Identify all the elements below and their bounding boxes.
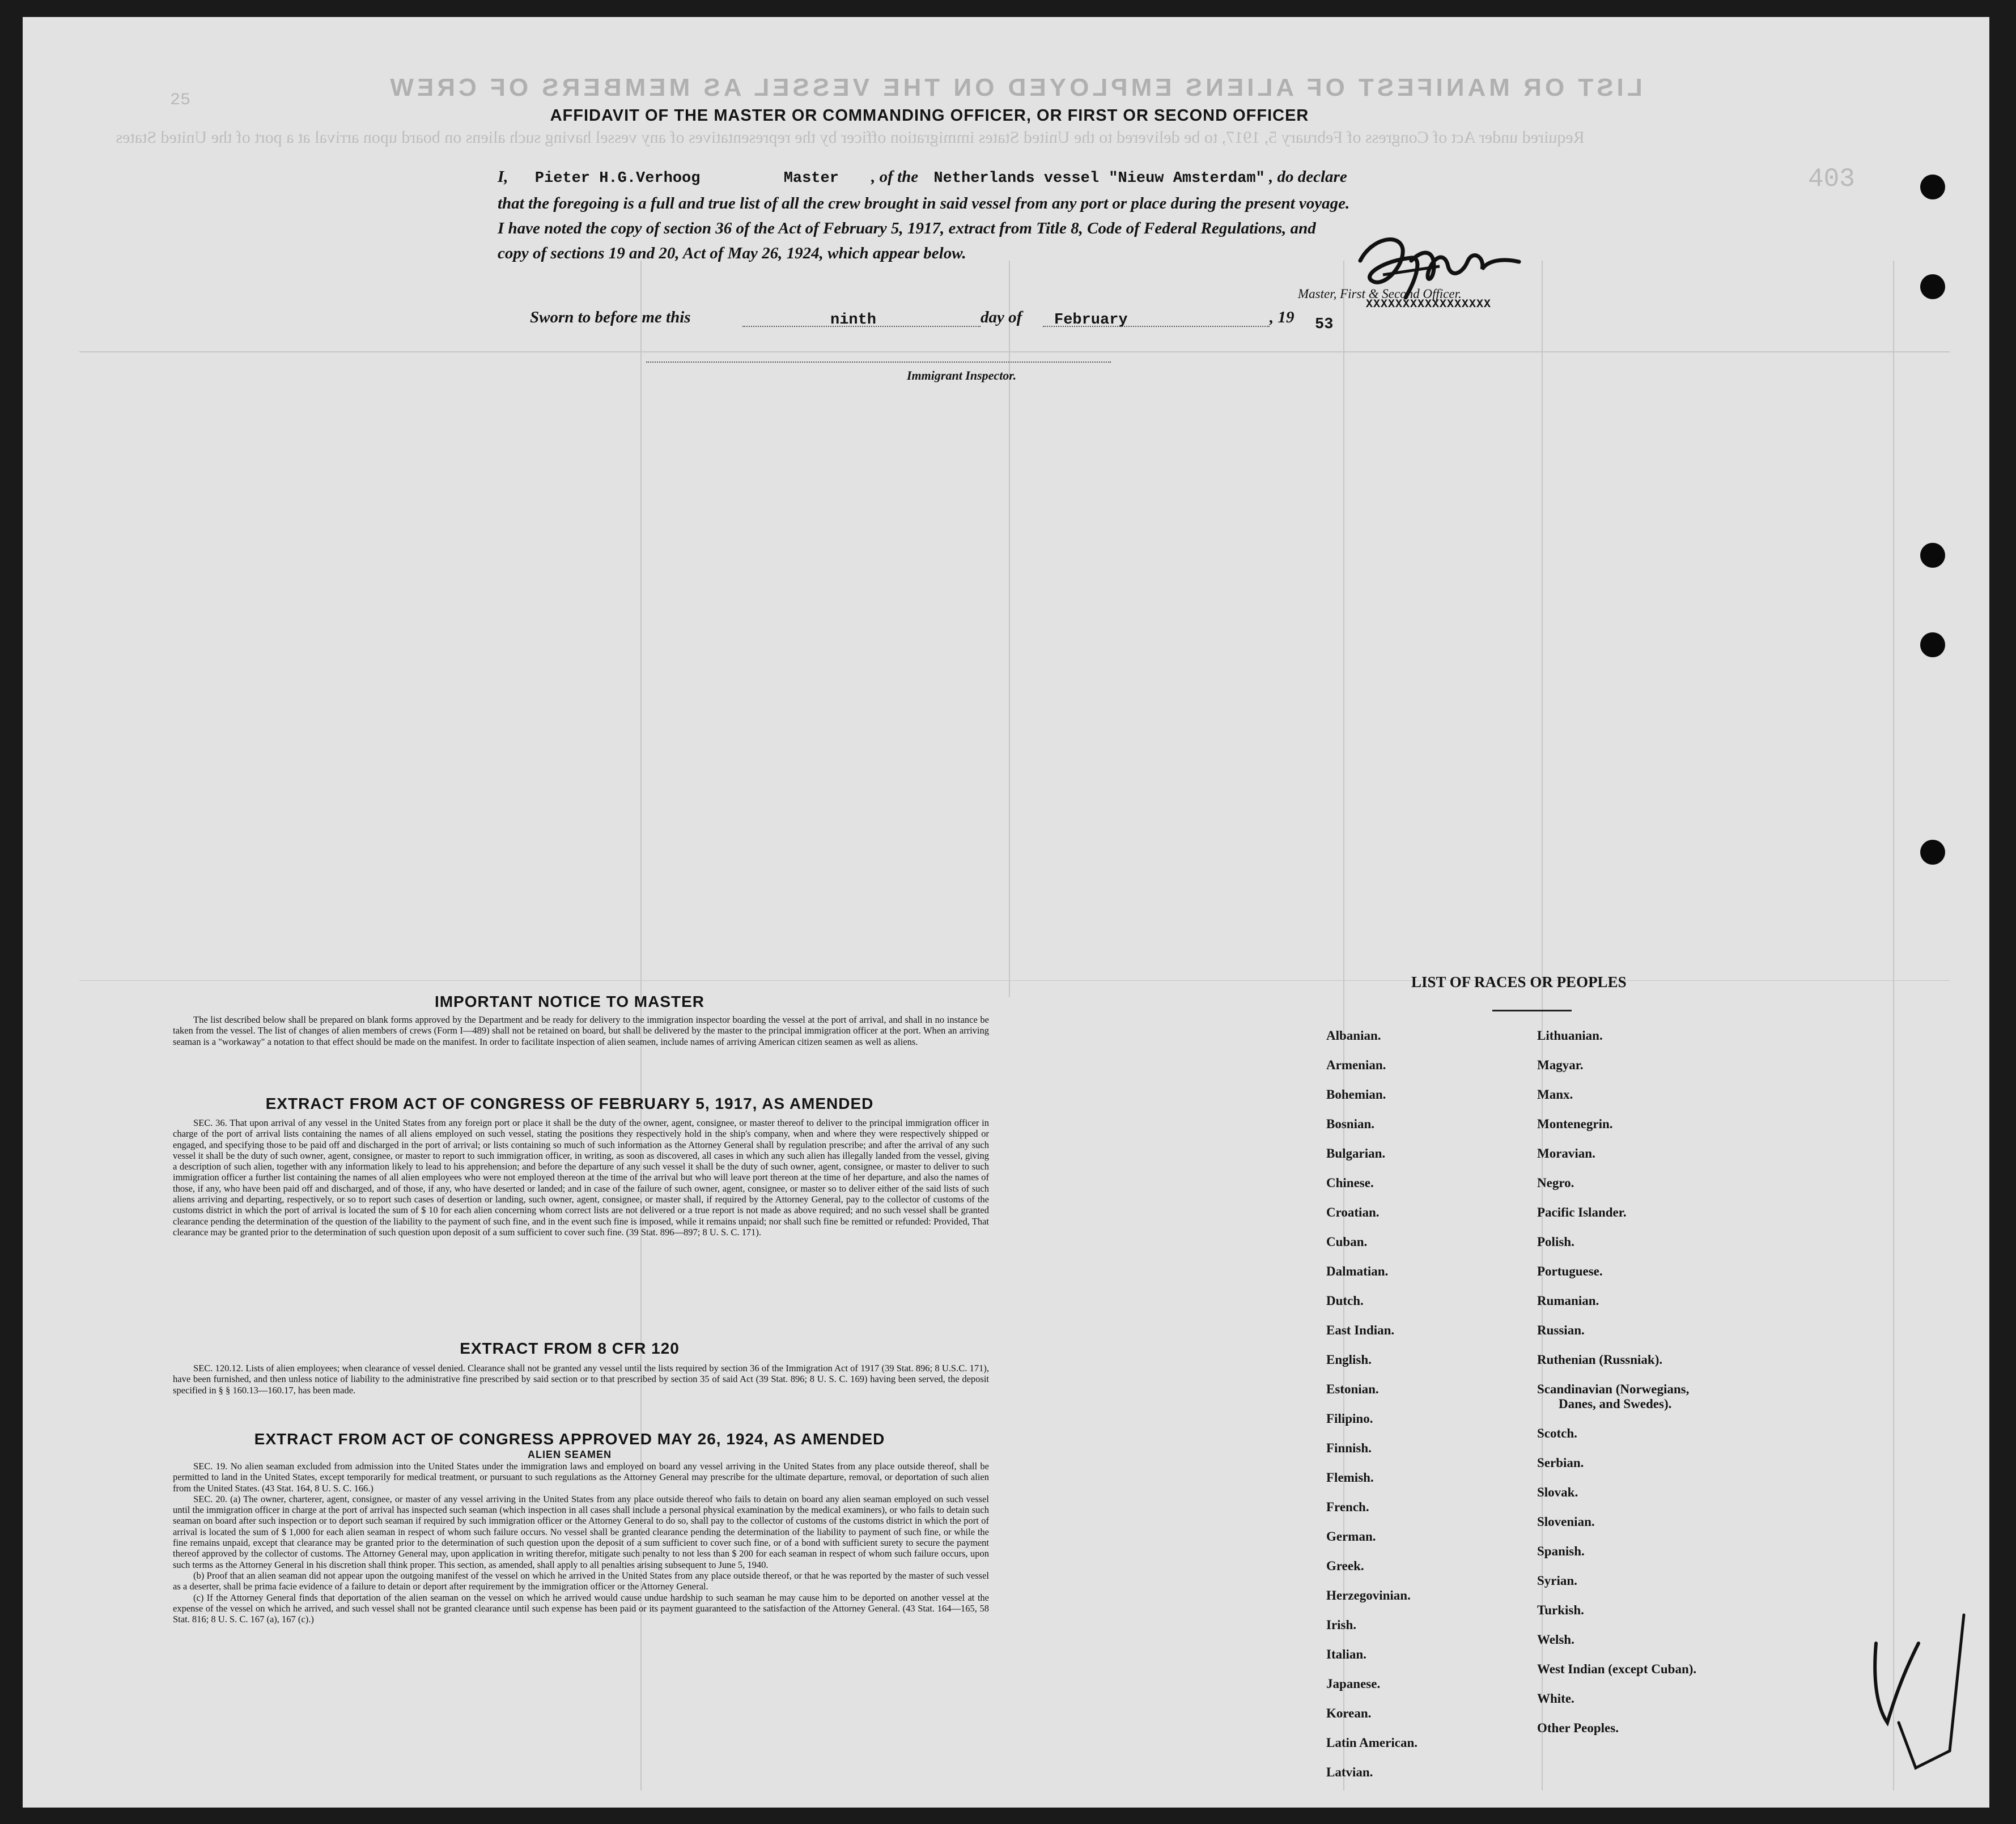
race-item: Spanish. <box>1537 1544 1585 1558</box>
race-item: English. <box>1326 1353 1372 1367</box>
race-item: Greek. <box>1326 1559 1364 1573</box>
race-item: Armenian. <box>1326 1058 1386 1072</box>
signer-label: Master, First & Second Officer. <box>1298 287 1462 301</box>
inspector-label: Immigrant Inspector. <box>907 368 1017 382</box>
race-item: Filipino. <box>1326 1411 1373 1426</box>
race-item: Chinese. <box>1326 1176 1374 1190</box>
inspector-signature-line <box>646 362 1111 363</box>
grid-line <box>79 980 1950 981</box>
race-item: Lithuanian. <box>1537 1028 1603 1043</box>
extract-1924-heading: EXTRACT FROM ACT OF CONGRESS APPROVED MAY 26, 1924, AS AMENDED <box>254 1430 885 1448</box>
punch-hole <box>1920 632 1945 657</box>
day-of-label: day of <box>981 308 1022 326</box>
race-item: Italian. <box>1326 1647 1366 1661</box>
notice-text <box>173 1014 989 1047</box>
declaration-line-3: I have noted the copy of section 36 of the Act of February 5, 1917, extract from Title 8, Code of Federal Regulations, and <box>498 219 1316 237</box>
sec-36-paragraph: SEC. 36. That upon arrival of any vessel in the United States from any foreign port or place it shall be the duty of the owner, agent, consignee, or master thereof to deliver to the principal immigration officer in charge of the port of arrival lists containing the names of all aliens employed on such vessel, stating the positions they respectively hold in the ship's company, when and where they were respectively shipped or engaged, and specifying those to be paid off and discharged in the port of arrival; or lists containing so much of such information as the Attorney General shall by regulation prescribe; and after the arrival of any such vessel it shall be the duty of such owner, agent, consignee, or master to report to such immigration officer, in writing, as soon as discovered, all cases in which any such alien has illegally landed from the vessel, giving a description of such alien, together with any information likely to lead to his apprehension; and before the departure of any such vessel it shall be the duty of such owner, agent, consignee, or master to deliver to such immigration officer a further list containing the names of all alien employees who were not employed thereon at the time of the arrival but who will leave port thereon at the time of her departure, and also the names of those, if any, who have been paid off and discharged, and of those, if any, who have deserted or landed; and in case of the failure of such owner, agent, consignee, or master so to deliver either of the said lists of such aliens arriving and departing, respectively, or so to report such cases of desertion or landing, such owner, agent, consignee, or master shall, if required by the Attorney General, pay to the collector of customs of the customs district in which the port of arrival is located the sum of $ 10 for each alien concerning whom correct lists are not delivered or a true report is not made as above required; and no such vessel shall be granted clearance pending the determination of the question of the liability to the payment of such fine, and in the event such fine is imposed, while it remains unpaid; nor shall such fine be remitted or refunded: Provided, That clearance may be granted prior to the determination of such question upon deposit of a sum sufficient to cover such fine. (39 Stat. 896—897; 8 U. S. C. 171). <box>173 1117 989 1238</box>
race-item: Rumanian. <box>1537 1294 1599 1308</box>
bleedthrough-title: LIST OR MANIFEST OF ALIENS EMPLOYED ON THE VESSEL AS MEMBERS OF CREW <box>387 74 1642 101</box>
race-item: Polish. <box>1537 1235 1574 1249</box>
race-item: Portuguese. <box>1537 1264 1603 1278</box>
race-item: Pacific Islander. <box>1537 1205 1627 1219</box>
race-item: Cuban. <box>1326 1235 1368 1249</box>
punch-hole <box>1920 274 1945 299</box>
race-item: Bosnian. <box>1326 1117 1375 1131</box>
race-item: Herzegovinian. <box>1326 1588 1411 1602</box>
race-item: Dalmatian. <box>1326 1264 1389 1278</box>
sec-20c-paragraph: (c) If the Attorney General finds that deportation of the alien seaman on the vessel on which he arrived would cause undue hardship to such seaman he may cause him to be deported on another vessel at the expense of the vessel on which he arrived, and such vessel shall not be granted clearance until such expense has been paid or its payment guaranteed to the satisfaction of the Attorney General. (43 Stat. 164—165, 58 Stat. 816; 8 U. S. C. 167 (a), 167 (c).) <box>173 1592 989 1625</box>
master-name: Pieter H.G.Verhoog <box>534 170 701 187</box>
race-item: Other Peoples. <box>1537 1721 1619 1735</box>
sworn-month: February <box>1054 312 1128 329</box>
handwritten-check-mark <box>1865 1609 1972 1779</box>
grid-line <box>1893 261 1894 1791</box>
race-item: German. <box>1326 1529 1376 1544</box>
race-item: Latvian. <box>1326 1765 1373 1779</box>
sworn-prefix: Sworn to before me this <box>530 308 691 326</box>
punch-hole <box>1920 840 1945 865</box>
race-item: Estonian. <box>1326 1382 1379 1396</box>
race-item: Croatian. <box>1326 1205 1380 1219</box>
race-item: Negro. <box>1537 1176 1574 1190</box>
sec-20b-paragraph: (b) Proof that an alien seaman did not appear upon the outgoing manifest of the vessel on which he arrived in the United States from any place outside thereof, or that he was reported by the master of such vessel as a deserter, shall be prima facie evidence of a failure to detain or deport after requirement by the immigration officer or the Attorney General. <box>173 1570 989 1592</box>
sworn-year: 53 <box>1315 316 1334 333</box>
year-prefix: , 19 <box>1270 308 1295 326</box>
race-item: Magyar. <box>1537 1058 1584 1072</box>
race-item: Serbian. <box>1537 1456 1584 1470</box>
race-item: Welsh. <box>1537 1632 1574 1647</box>
race-item: West Indian (except Cuban). <box>1537 1662 1697 1676</box>
race-item: Irish. <box>1326 1618 1357 1632</box>
races-heading-rule <box>1492 1010 1572 1011</box>
rank: Master <box>783 170 839 187</box>
extract-cfr-text <box>173 1363 989 1396</box>
extract-1917-heading: EXTRACT FROM ACT OF CONGRESS OF FEBRUARY 5, 1917, AS AMENDED <box>265 1095 874 1112</box>
grid-line <box>1542 261 1543 1791</box>
race-item: Russian. <box>1537 1323 1585 1337</box>
grid-line <box>79 351 1950 352</box>
notice-paragraph: The list described below shall be prepared on blank forms approved by the Department and be ready for delivery to the immigration inspector boarding the vessel at the port of arrival, and shall in no instance be taken from the vessel. The list of changes of alien members of crews (Form I—489) shall not be retained on board, but shall be delivered by the master to the principal immigration officer at the port. When an arriving seaman is a "workaway" a notation to that effect should be made on the manifest. In order to facilitate inspection of alien seamen, include names of arriving American citizen seamen as well as aliens. <box>173 1014 989 1047</box>
race-item: Slovenian. <box>1537 1515 1595 1529</box>
race-item: Bulgarian. <box>1326 1146 1386 1160</box>
of-the-label: , of the <box>871 168 919 186</box>
sec-19-paragraph: SEC. 19. No alien seaman excluded from admission into the United States under the immigration laws and employed on board any vessel arriving in the United States from any place outside thereof, shall be permitted to land in the United States, except temporarily for medical treatment, or pursuant to such regulations as the Attorney General may prescribe for the ultimate departure, removal, or deportation of such alien from the United States. (43 Stat. 164, 8 U. S. C. 166.) <box>173 1461 989 1494</box>
extract-cfr-heading: EXTRACT FROM 8 CFR 120 <box>460 1340 680 1357</box>
i-label: I, <box>498 168 508 186</box>
race-item: East Indian. <box>1326 1323 1395 1337</box>
punch-hole <box>1920 175 1945 199</box>
extract-1924-text <box>173 1461 989 1625</box>
bleedthrough-subtitle: Required under Act of Congress of February 5, 1917, to be delivered to the United States immigration officer by the representatives of any vessel having such aliens on board upon arrival at a port of the United States <box>116 128 1585 147</box>
race-item: Syrian. <box>1537 1574 1577 1588</box>
extract-1917-text <box>173 1117 989 1238</box>
race-item: Scotch. <box>1537 1426 1577 1440</box>
race-item: Turkish. <box>1537 1603 1584 1617</box>
signer-strikeout: XXXXXXXXXXXXXXXXX <box>1366 298 1492 311</box>
race-item: Slovak. <box>1537 1485 1578 1499</box>
notice-heading: IMPORTANT NOTICE TO MASTER <box>434 993 705 1010</box>
race-item: Montenegrin. <box>1537 1117 1613 1131</box>
race-item: Albanian. <box>1326 1028 1381 1043</box>
race-item: Bohemian. <box>1326 1087 1386 1102</box>
race-item: Korean. <box>1326 1706 1372 1720</box>
race-item: Ruthenian (Russniak). <box>1537 1353 1663 1367</box>
race-item: Moravian. <box>1537 1146 1595 1160</box>
race-item: Scandinavian (Norwegians, <box>1537 1382 1690 1396</box>
sworn-day: ninth <box>830 312 877 329</box>
vessel-name: "Nieuw Amsterdam" <box>1109 170 1265 187</box>
declaration-line-4: copy of sections 19 and 20, Act of May 26, 1924, which appear below. <box>498 244 966 262</box>
race-item: French. <box>1326 1500 1369 1514</box>
declaration-line-2: that the foregoing is a full and true list of all the crew brought in said vessel from any port or place during the present voyage. <box>498 194 1350 212</box>
alien-seamen-subheading: ALIEN SEAMEN <box>527 1449 612 1460</box>
manifest-page <box>23 17 1989 1808</box>
vessel-nationality: Netherlands vessel <box>933 170 1100 187</box>
race-item: Latin American. <box>1326 1736 1417 1750</box>
race-item: White. <box>1537 1691 1574 1706</box>
race-item: Japanese. <box>1326 1677 1381 1691</box>
do-declare-label: , do declare <box>1269 168 1347 186</box>
sheet-number: 25 <box>170 91 191 110</box>
declaration-line-1 <box>498 164 1552 191</box>
punch-hole <box>1920 543 1945 568</box>
race-item: Flemish. <box>1326 1470 1374 1485</box>
sec-120-paragraph: SEC. 120.12. Lists of alien employees; when clearance of vessel denied. Clearance shall not be granted any vessel until the lists required by section 36 of the Immigration Act of 1917 (39 Stat. 896; 8 U.S.C. 171), have been furnished, and then unless notice of liability to the administrative fine prescribed by said section or to that prescribed by section 35 of said Act (39 Stat. 896; 8 U. S. C. 169) having been served, the deposit specified in § § 160.13—160.17, has been made. <box>173 1363 989 1396</box>
races-heading: LIST OF RACES OR PEOPLES <box>1411 973 1627 990</box>
page-number: 403 <box>1808 164 1855 194</box>
race-item: Dutch. <box>1326 1294 1364 1308</box>
race-item: Manx. <box>1537 1087 1573 1102</box>
sec-20a-paragraph: SEC. 20. (a) The owner, charterer, agent, consignee, or master of any vessel arriving in the United States from any place outside thereof who fails to detain on board any alien seaman employed on such vessel until the immigration officer in charge at the port of arrival has inspected such seaman (which inspection in all cases shall include a personal physical examination by the medical examiners), or who fails to detain such seaman on board after such inspection or to deport such seaman if required by such immigration officer or the Attorney General to do so, shall pay to the collector of customs of the customs district in which the port of arrival is located the sum of $ 1,000 for each alien seaman in respect of whom such failure occurs. No vessel shall be granted clearance pending the determination of the liability to payment of such fine, or while the fine remains unpaid, except that clearance may be granted prior to the determination of such question upon the deposit of a sum sufficient to cover such fine, or of a bond with sufficient surety to secure the payment thereof approved by the collector of customs. The Attorney General may, upon application in writing therefor, mitigate such penalty to not less than $ 200 for each seaman in respect of whom such failure occurs, upon such terms as the Attorney General in his discretion shall think proper. This section, as amended, shall apply to all penalties arising subsequent to June 5, 1940. <box>173 1493 989 1570</box>
race-item: Finnish. <box>1326 1441 1372 1455</box>
race-item: Danes, and Swedes). <box>1559 1397 1672 1411</box>
affidavit-title: AFFIDAVIT OF THE MASTER OR COMMANDING OFFICER, OR FIRST OR SECOND OFFICER <box>550 107 1309 125</box>
